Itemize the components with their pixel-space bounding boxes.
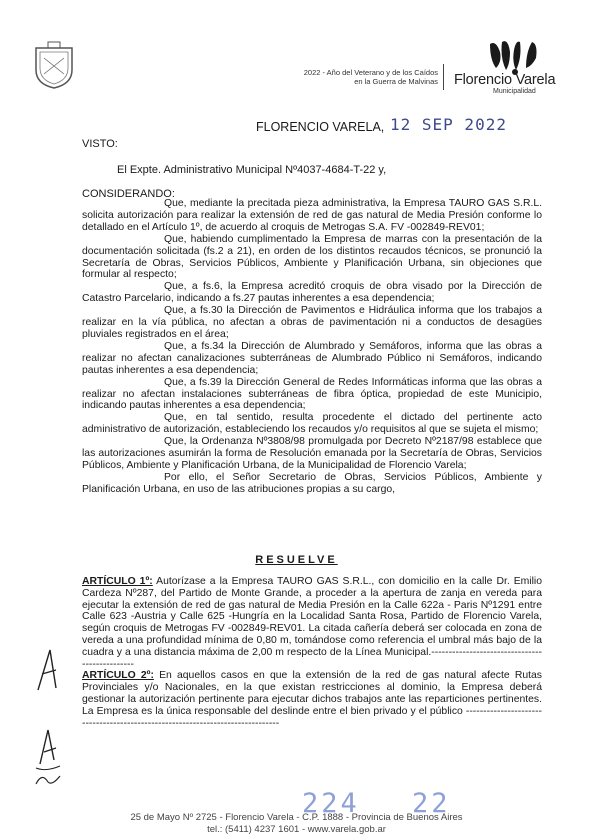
considerando-paragraph: Por ello, el Señor Secretario de Obras, Servicios Públicos, Ambiente y Planificación Urbana, en uso de las atribuciones propias a su cargo, [82, 471, 542, 495]
articulo-1-text: Autorízase a la Empresa TAURO GAS S.R.L., con domicilio en la calle Dr. Emilio Cardeza Nº287, del Partido de Monte Grande, a proceder a la apertura de zanja en vereda para ejecutar la extensión de red de gas natural de Media Presión en la Calle 622a - Paris Nº1291 entre Calle 623 -Austria y Calle 625 -Hungría en la Localidad Santa Rosa, Partido de Florencio Varela, según croquis de Metrogas FV -002849-REV01. La citada cañería deberá ser colocada en zona de vereda a una profundidad mínima de 0,80 m, tomándose como referencia el umbral más bajo de la cuadra y a una distancia máxima de 2,00 m respecto de la Línea Municipal.----------------------------------------------- [82, 576, 542, 670]
articulo-1-label: ARTÍCULO 1º: [82, 576, 153, 587]
considerandos-block [82, 198, 542, 496]
date-stamp: 12 SEP 2022 [390, 115, 507, 134]
motto-line-1: 2022 - Año del Veterano y de los Caídos [303, 68, 438, 77]
margin-initial-signature [30, 770, 70, 788]
articulo-2 [82, 670, 542, 729]
margin-initial-signature [30, 640, 70, 700]
considerando-paragraph: Que, a fs.34 la Dirección de Alumbrado y Semáforos, informa que las obras a realizar no afectan canalizaciones subterráneas de Alumbrado Público ni Semáforos, indicando pautas inherentes a esa dependencia; [82, 340, 542, 376]
considerando-paragraph: Que, a fs.6, la Empresa acreditó croquis de obra visado por la Dirección de Catastro Parcelario, indicando a fs.27 pautas inherentes a esa dependencia; [82, 281, 542, 305]
resolution-year-stamp: 22 [412, 788, 451, 819]
municipal-crest-icon [30, 40, 78, 90]
articulos-block [82, 576, 542, 729]
place-label: FLORENCIO VARELA, [256, 120, 385, 134]
considerando-paragraph: Que, en tal sentido, resulta procedente el dictado del pertinente acto administrativo de autorización, estableciendo los recaudos y/o requisitos al que se sujeta el mismo; [82, 412, 542, 436]
visto-heading: VISTO: [82, 138, 118, 150]
expediente-line: El Expte. Administrativo Municipal Nº4037-4684-T-22 y, [117, 164, 387, 176]
motto-line-2: en la Guerra de Malvinas [354, 77, 438, 86]
resuelve-heading: RESUELVE [255, 554, 338, 566]
year-motto [238, 68, 438, 86]
logo-subtitle: Municipalidad [493, 88, 536, 95]
considerando-paragraph: Que, a fs.39 la Dirección General de Redes Informáticas informa que las obras a realizar no afectan instalaciones subterráneas de fibra óptica, propiedad de este Municipio, indicando pautas inherentes a esa dependencia; [82, 376, 542, 412]
considerando-paragraph: Que, mediante la precitada pieza administrativa, la Empresa TAURO GAS S.R.L. solicita autorización para realizar la extensión de red de gas natural de Media Presión conforme lo detallado en el Artículo 1º, de acuerdo al croquis de Metrogas S.A. FV -002849-REV01; [82, 198, 542, 233]
articulo-2-text: En aquellos casos en que la extensión de la red de gas natural afecte Rutas Provinciales y/o Nacionales, en la que existan restricciones al dominio, la Empresa deberá gestionar la autorización pertinente para ejecutar dichos trabajos ante las reparticiones pertinentes. La Empresa es la única responsable del deslinde entre el bien privado y el público ------------------------------------------------------------------------------- [82, 670, 542, 729]
articulo-1 [82, 576, 542, 670]
considerando-paragraph: Que, a fs.30 la Dirección de Pavimentos e Hidráulica informa que los trabajos a realizar en la vía pública, no afectan a obras de pavimentación ni a conductos de desagües pluviales registrados en el área; [82, 305, 542, 340]
logo-name: Florencio Varela [454, 72, 556, 88]
considerando-heading: CONSIDERANDO: [82, 188, 175, 200]
footer-contact: tel.: (5411) 4237 1601 - www.varela.gob.ar [207, 824, 386, 835]
considerando-paragraph: Que, la Ordenanza Nº3808/98 promulgada por Decreto Nº2187/98 establece que las autorizaciones asumirán la forma de Resolución emanada por la Secretaría de Obras, Servicios Públicos, Ambiente y Planificación Urbana, de la Municipalidad de Florencio Varela; [82, 436, 542, 471]
articulo-2-label: ARTÍCULO 2º: [82, 670, 154, 682]
resolution-number-stamp: 224 [302, 788, 360, 819]
margin-initial-signature [30, 716, 70, 776]
footer-address: 25 de Mayo Nº 2725 - Florencio Varela - C.P. 1888 - Provincia de Buenos Aires [130, 812, 463, 823]
header-divider [443, 64, 444, 90]
considerando-paragraph: Que, habiendo cumplimentado la Empresa de marras con la presentación de la documentación solicitada (fs.2 a 21), en orden de los distintos recaudos técnicos, se pronunció la Secretaría de Obras, Servicios Públicos, Ambiente y Planificación Urbana, sin objeciones que formular al respecto; [82, 233, 542, 281]
